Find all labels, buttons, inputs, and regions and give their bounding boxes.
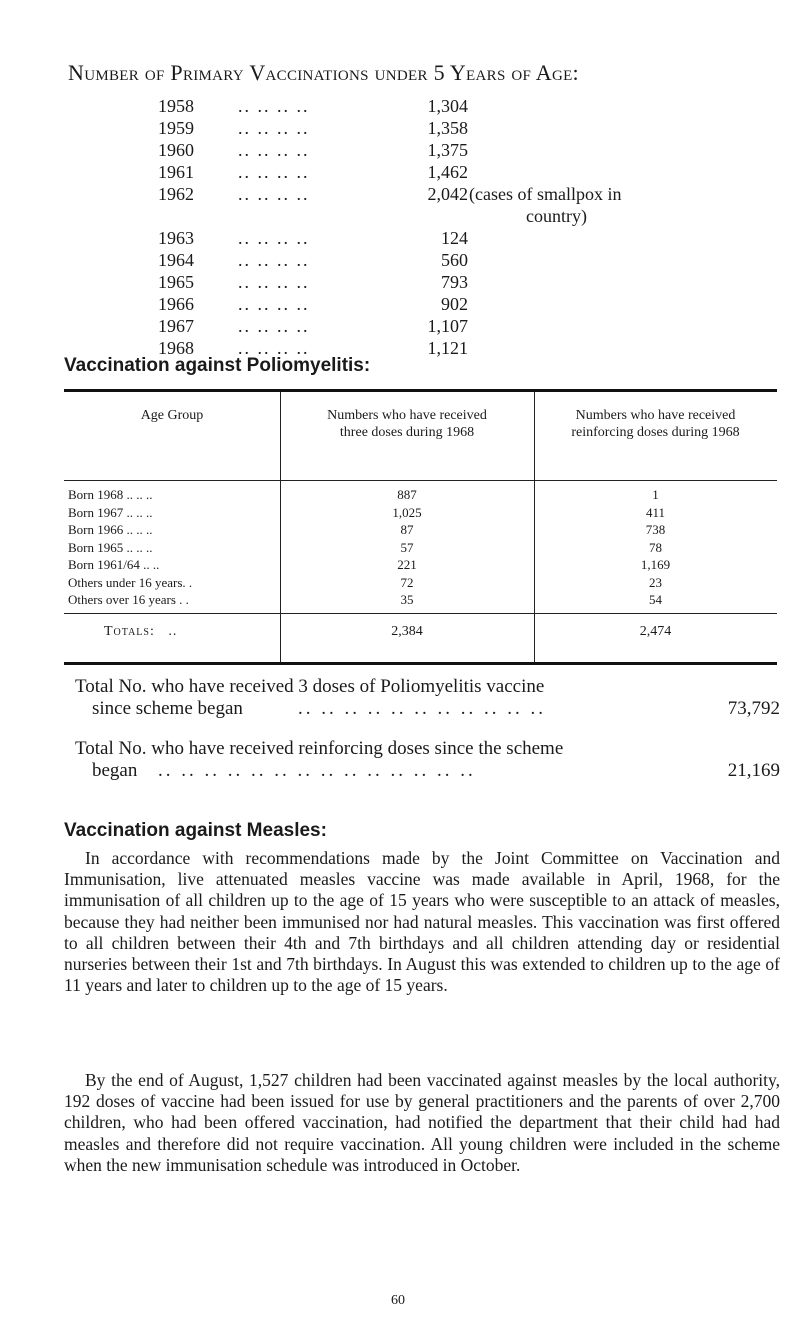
leader-dots: .. .. .. .. [238,162,310,182]
leader-dots: .. .. .. .. [238,118,310,138]
year-value: 793 [441,272,468,292]
reinforcing-cell: 1 [652,487,659,502]
year-label: 1960 [158,140,194,160]
page-number: 60 [391,1293,405,1308]
year-value: 124 [441,228,468,248]
age-group-cell: Born 1966 .. .. .. [68,522,153,537]
totals-label-text: Totals: [104,624,155,639]
year-value: 1,358 [427,118,468,138]
header-line: Numbers who have received [575,408,736,423]
table-body [64,487,777,610]
measles-paragraph-1: In accordance with recommendations made by the Joint Committee on Vaccination and Immunisation, live attenuated measles vaccine was made available in April, 1968, for the immunisation of all children up to the age of 15 years who were susceptible to an attack of measles, because they had neither been immunised nor had natural measles. This vaccination was first offered to all children between their 4th and 7th birthdays and all children attending day or residential nurseries between their 1st and 7th birthdays. In August this was extended to children up to the age of 11 years and later to children up to the age of 15 years. [64,848,780,996]
header-line: reinforcing doses during 1968 [571,425,740,440]
table-row [64,522,777,540]
totals-three-doses: 2,384 [391,624,423,639]
header-line: Numbers who have received [327,408,487,423]
header-divider [64,480,777,481]
reinforcing-cell: 78 [649,539,662,555]
three-doses-cell: 57 [400,539,414,555]
year-label: 1964 [158,250,194,270]
year-value: 1,462 [427,162,468,182]
header-line: three doses during 1968 [339,425,475,440]
reinforcing-cell: 738 [645,522,666,537]
year-value: 1,107 [427,316,468,336]
leader-dots: .. .. .. .. [238,294,310,314]
total-reinforcing-line1: Total No. who have received reinforcing doses since the scheme [75,738,564,759]
header-three-doses [280,407,534,441]
three-doses-cell: 1,025 [392,504,422,520]
age-group-cell: Born 1967 .. .. .. [68,504,153,520]
reinforcing-cell: 411 [645,504,666,520]
three-doses-cell: 35 [400,592,414,607]
age-group-cell: Born 1961/64 .. .. [68,557,160,572]
leader-dots: .. .. .. .. [238,316,310,336]
age-group-cell: Born 1965 .. .. .. [68,539,153,555]
age-group-cell: Others under 16 years. . [68,574,193,590]
measles-paragraph-2: By the end of August, 1,527 children had been vaccinated against measles by the local authority, 192 doses of vaccine had been issued for use by general practitioners and the parents of over 2,700 children, who had been offered vaccination, had notified the department that their child had had measles and therefore did not require vaccination. All young children were included in the scheme when the new immunisation schedule was introduced in October. [64,1070,780,1175]
leader-dots: .. .. .. .. [238,228,310,248]
three-doses-cell: 87 [400,522,414,537]
totals-label [104,624,177,640]
reinforcing-cell: 23 [649,574,662,590]
year-label: 1959 [158,118,194,138]
totals-dots: .. [168,624,178,639]
reinforcing-cell: 1,169 [640,557,671,572]
year-label: 1958 [158,96,194,116]
year-value: 1,121 [427,338,468,358]
smallpox-note: (cases of smallpox in [469,184,622,204]
year-label: 1967 [158,316,194,336]
table-row [64,575,777,593]
year-value: 2,042 [427,184,468,204]
year-label: 1962 [158,184,194,204]
polio-table [64,389,777,665]
totals-reinforcing: 2,474 [639,624,672,639]
measles-heading: Vaccination against Measles: [64,820,327,841]
three-doses-cell: 221 [397,557,417,572]
total-reinforcing-line2: began [92,760,138,781]
year-value: 1,304 [427,96,468,116]
year-label: 1968 [158,338,194,358]
age-group-cell: Born 1968 .. .. .. [68,487,153,502]
year-label: 1963 [158,228,194,248]
total-three-doses-line2: since scheme began [92,698,243,719]
three-doses-cell: 72 [400,574,414,590]
year-value: 902 [441,294,468,314]
total-reinforcing-value: 21,169 [727,760,780,781]
total-three-doses-line1: Total No. who have received 3 doses of Poliomyelitis vaccine [75,676,545,697]
header-age-group [64,407,280,424]
table-row [64,505,777,523]
table-row [64,487,777,505]
leader-dots: .. .. .. .. [238,272,310,292]
leader-dots: .. .. .. .. [238,140,310,160]
leader-dots: .. .. .. .. .. .. .. .. .. .. .. [298,698,546,719]
table-row [64,540,777,558]
total-three-doses-value: 73,792 [727,698,780,719]
reinforcing-cell: 54 [649,592,662,607]
year-label: 1961 [158,162,194,182]
year-label: 1965 [158,272,194,292]
year-value: 1,375 [427,140,468,160]
year-label: 1966 [158,294,194,314]
leader-dots: .. .. .. .. [238,184,310,204]
header-reinforcing-doses [534,407,777,441]
leader-dots: .. .. .. .. [238,96,310,116]
table-row [64,592,777,610]
polio-heading: Vaccination against Poliomyelitis: [64,355,371,376]
age-group-cell: Others over 16 years . . [68,592,189,607]
table-row [64,557,777,575]
page-heading: Number of Primary Vaccinations under 5 Years of Age: [68,60,579,85]
year-value: 560 [441,250,468,270]
smallpox-note-continued: country) [526,206,587,226]
three-doses-cell: 887 [397,487,417,502]
totals-divider [64,613,777,614]
header-line: Age Group [140,408,204,423]
leader-dots: .. .. .. .. [238,338,310,358]
leader-dots: .. .. .. .. .. .. .. .. .. .. .. .. .. .. [158,760,476,781]
leader-dots: .. .. .. .. [238,250,310,270]
